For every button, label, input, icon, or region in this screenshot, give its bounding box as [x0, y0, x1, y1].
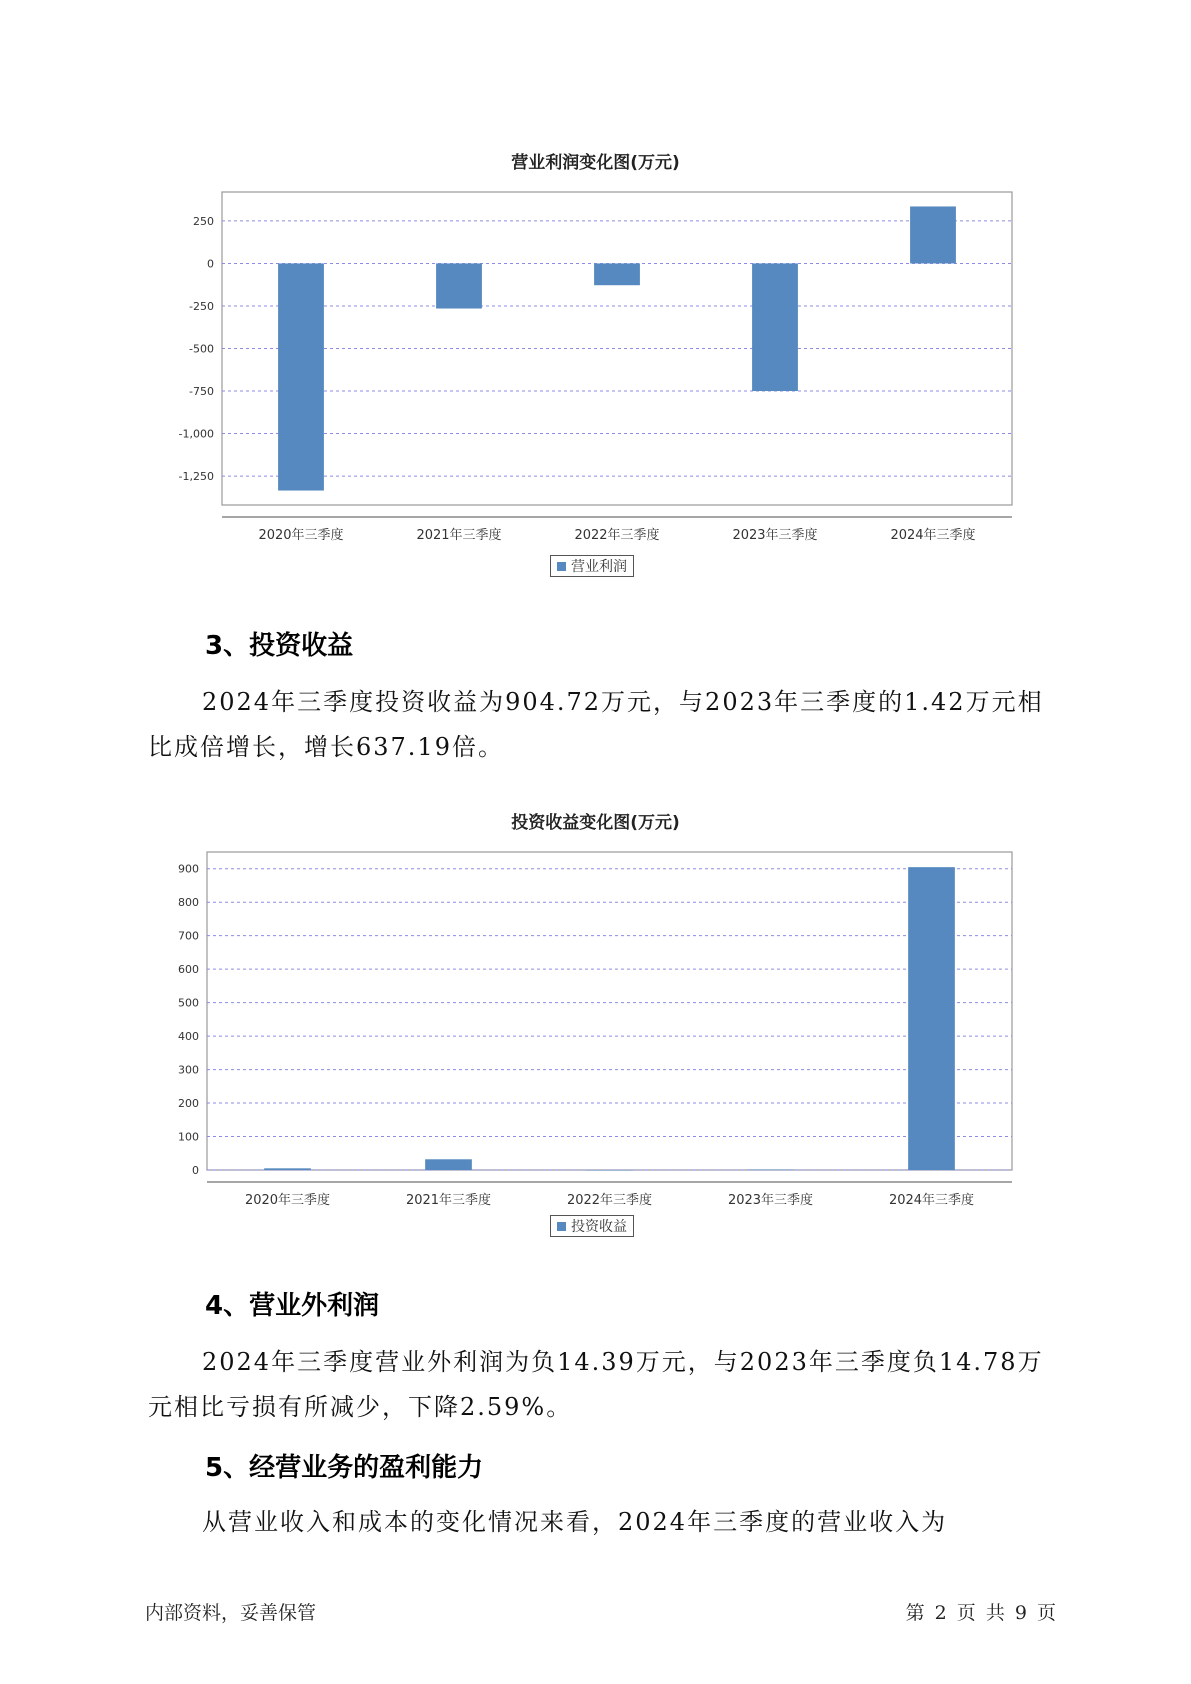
bar	[910, 206, 956, 263]
footer-confidential-note: 内部资料，妥善保管	[145, 1602, 317, 1624]
bar	[425, 1159, 472, 1170]
bar	[747, 1170, 794, 1171]
y-tick-label: -1,250	[178, 470, 214, 484]
x-tick-label: 2023年三季度	[727, 1193, 814, 1208]
bar	[752, 263, 798, 391]
paragraph-non-operating-profit: 2024年三季度营业外利润为负14.39万元，与2023年三季度负14.78万元相比亏损有所减少，下降2.59%。	[148, 1348, 1044, 1421]
y-tick-label: 500	[178, 996, 199, 1010]
bar	[908, 867, 955, 1170]
legend-swatch-icon	[557, 1222, 566, 1231]
x-tick-label: 2024年三季度	[890, 528, 976, 543]
bar	[278, 263, 324, 490]
chart-title-operating-profit: 营业利润变化图(万元)	[511, 153, 680, 173]
paragraph-investment-income: 2024年三季度投资收益为904.72万元，与2023年三季度的1.42万元相比成倍增长，增长637.19倍。	[148, 688, 1044, 761]
legend-swatch-icon	[557, 562, 566, 571]
bar	[436, 263, 482, 308]
y-tick-label: 250	[193, 214, 214, 228]
y-tick-label: -500	[189, 342, 214, 356]
y-tick-label: 400	[178, 1030, 199, 1044]
chart-title-investment-income: 投资收益变化图(万元)	[511, 813, 680, 833]
footer-page-number: 第 2 页 共 9 页	[905, 1602, 1056, 1624]
legend-label: 营业利润	[571, 559, 627, 575]
operating-profit-chart	[0, 180, 1191, 543]
x-tick-label: 2022年三季度	[574, 528, 660, 543]
y-tick-label: 0	[192, 1164, 199, 1177]
x-tick-label: 2021年三季度	[405, 1193, 492, 1208]
plot-area	[207, 852, 1012, 1170]
plot-area	[222, 192, 1012, 505]
y-tick-label: 300	[178, 1063, 199, 1077]
y-tick-label: 900	[178, 862, 199, 876]
y-tick-label: -750	[189, 385, 214, 399]
x-tick-label: 2020年三季度	[244, 1193, 331, 1208]
investment-income-chart	[0, 845, 1191, 1208]
y-tick-label: 0	[207, 257, 214, 271]
y-tick-label: 200	[178, 1097, 199, 1111]
bar	[264, 1168, 311, 1170]
bar	[586, 1170, 633, 1171]
x-tick-label: 2023年三季度	[732, 528, 818, 543]
legend-investment-income	[550, 1215, 634, 1237]
x-tick-label: 2024年三季度	[888, 1193, 975, 1208]
y-tick-label: -250	[189, 299, 214, 313]
section-heading-non-operating-profit: 4、营业外利润	[205, 1291, 380, 1321]
bar	[594, 263, 640, 285]
x-tick-label: 2022年三季度	[566, 1193, 653, 1208]
x-tick-label: 2021年三季度	[416, 528, 502, 543]
y-tick-label: 700	[178, 929, 199, 943]
y-tick-label: 100	[178, 1130, 199, 1144]
legend-label: 投资收益	[571, 1219, 627, 1235]
x-tick-label: 2020年三季度	[258, 528, 344, 543]
section-heading-investment-income: 3、投资收益	[205, 631, 354, 661]
section-heading-profitability: 5、经营业务的盈利能力	[205, 1453, 484, 1483]
paragraph-profitability: 从营业收入和成本的变化情况来看，2024年三季度的营业收入为	[202, 1508, 948, 1536]
y-tick-label: 600	[178, 963, 199, 977]
legend-operating-profit	[550, 555, 634, 577]
y-tick-label: 800	[178, 896, 199, 910]
y-tick-label: -1,000	[178, 427, 214, 441]
